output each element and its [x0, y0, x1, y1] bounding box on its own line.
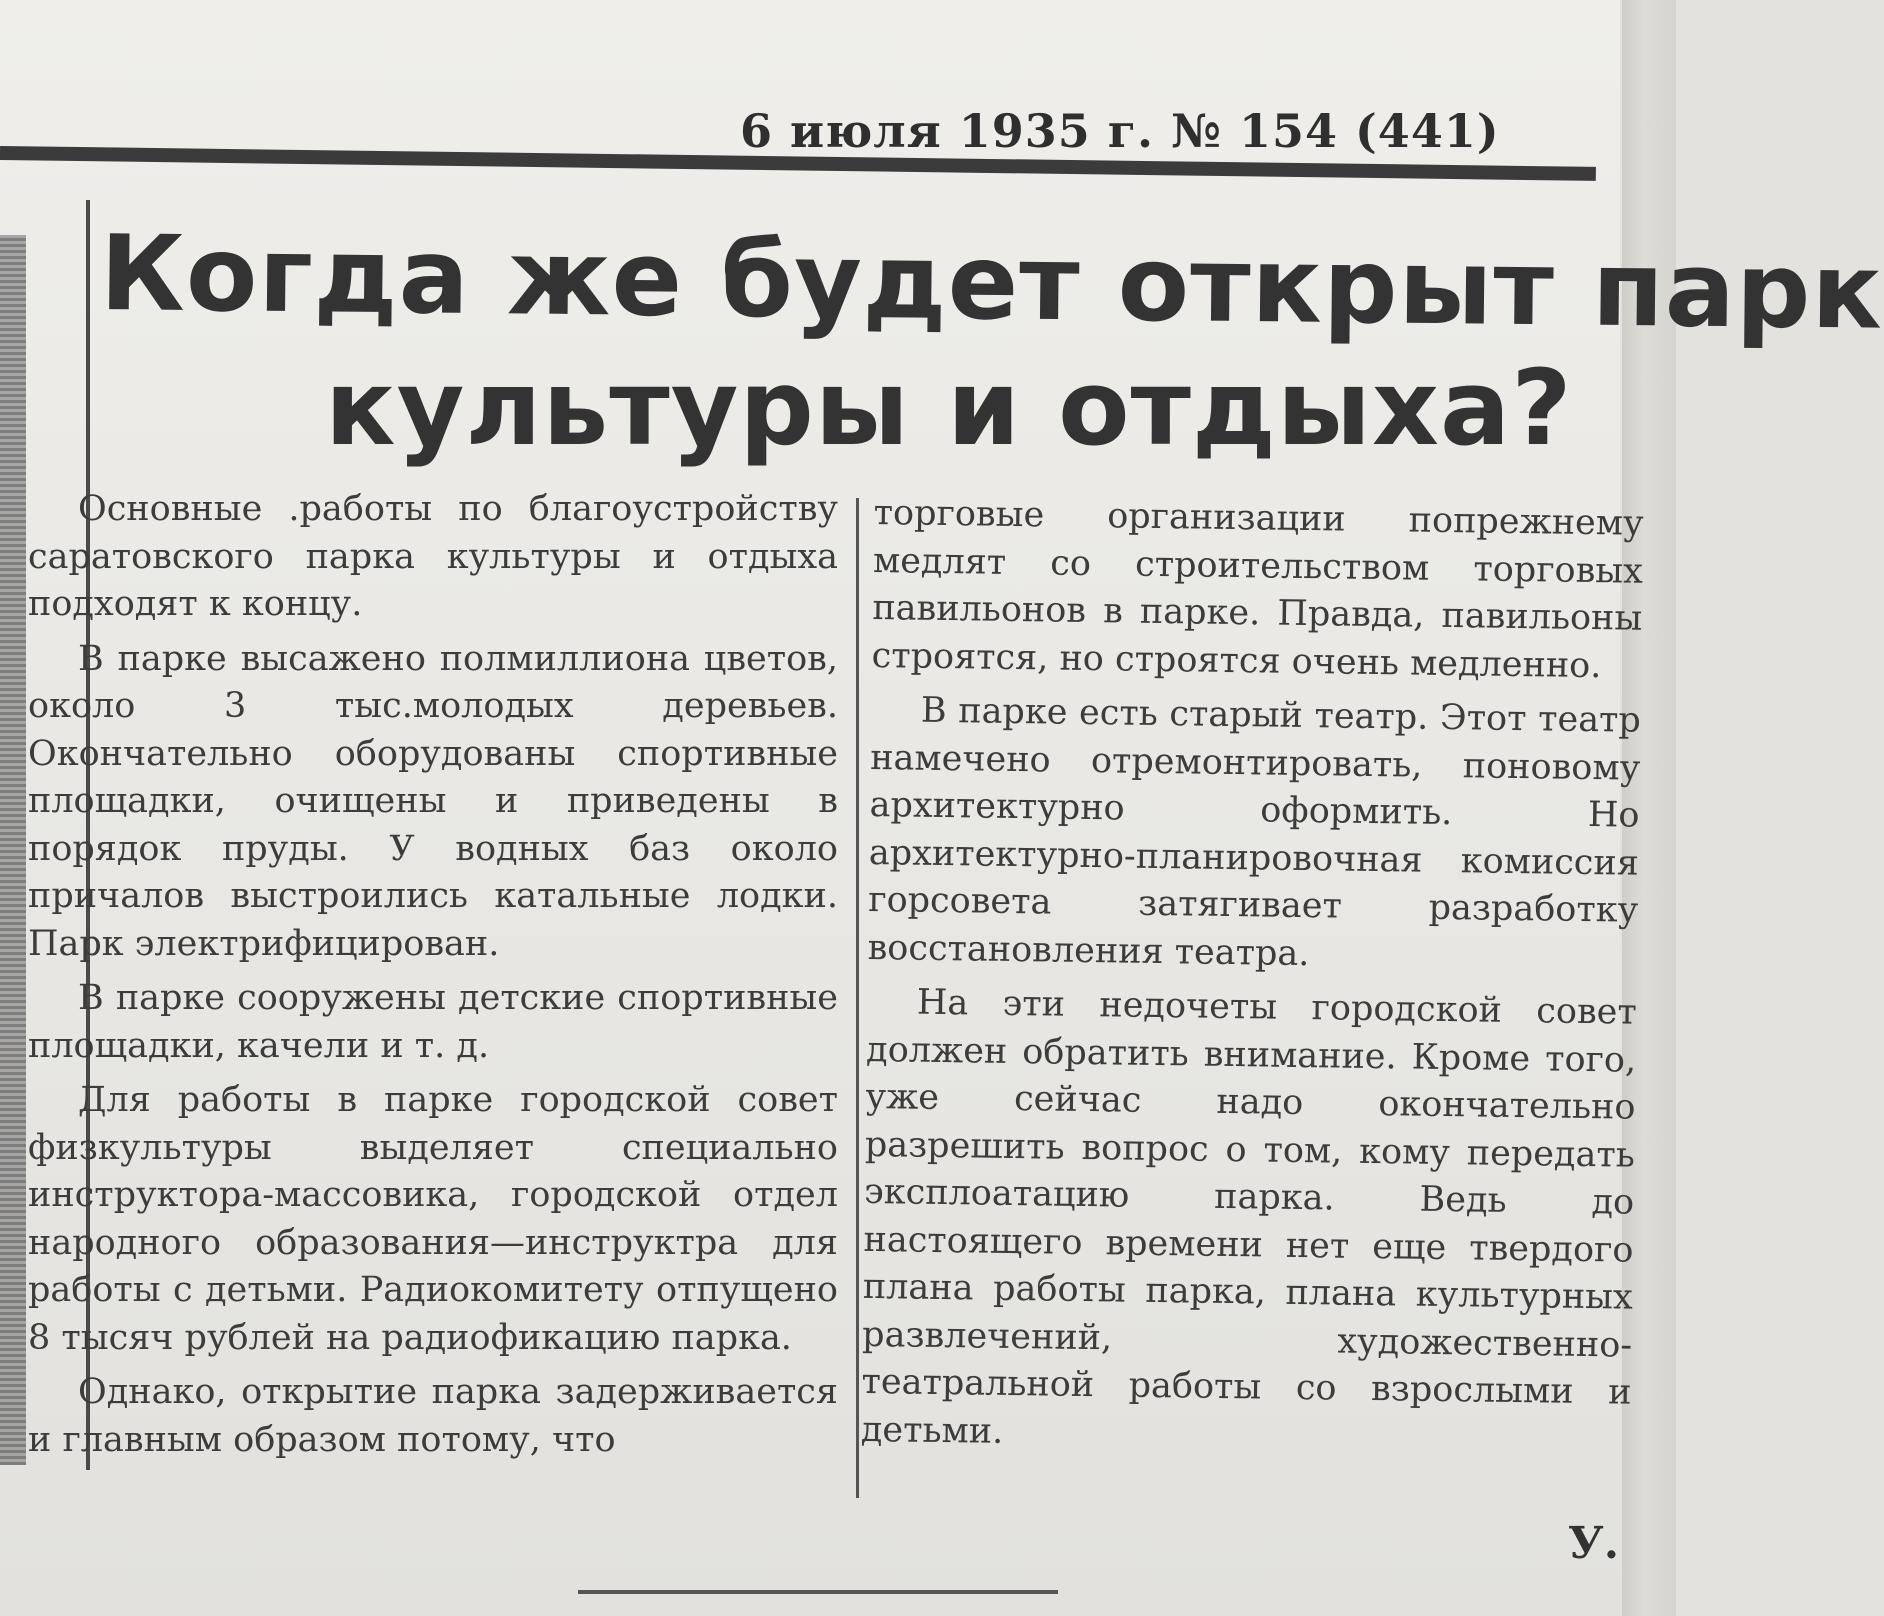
article-column-left: [28, 486, 838, 1471]
paragraph: Однако, открытие парка задерживается и главным образом потому, что: [28, 1372, 838, 1460]
article-headline: [99, 212, 1884, 487]
paragraph: На эти недочеты городской совет должен обратить внимание. Кроме того, уже сейчас надо окончательно разрешить вопрос о том, кому передать эксплоатацию парка. Ведь до настоящего времени нет еще твердого плана работы парка, плана культурных развлечений, художественно-театральной работы со взрослыми и детьми.: [860, 982, 1638, 1452]
paragraph: Основные .работы по благоустройству саратовского парка культуры и отдыха подходят к концу.: [28, 489, 838, 624]
middle-column-rule: [856, 498, 859, 1498]
paragraph: В парке сооружены детские спортивные площадки, качели и т. д.: [28, 978, 838, 1066]
headline-line-2: культуры и отдыха?: [325, 347, 1573, 469]
article-column-right: [860, 490, 1643, 1472]
bottom-rule: [578, 1590, 1058, 1594]
paragraph: Для работы в парке городской совет физкультуры выделяет специально инструктора-массовика, городской отдел народного образования—инструктра для работы с детьми. Радиокомитету отпущено 8 тысяч рублей на радиофикацию парка.: [28, 1080, 838, 1358]
adjacent-column-strip: [0, 235, 26, 1465]
author-signature: У.: [1568, 1518, 1620, 1569]
paragraph: В парке есть старый театр. Этот театр намечено отремонтировать, поновому архитектурно оформить. Но архитектурно-планировочная комиссия горсовета затягивает разработку восстановления театра.: [867, 690, 1642, 974]
issue-dateline: 6 июля 1935 г. № 154 (441): [740, 104, 1500, 158]
paragraph: торговые организации попрежнему медлят со строительством торговых павильонов в парке. Правда, павильоны строятся, но строятся очень медленно.: [871, 492, 1644, 686]
paragraph: В парке высажено полмиллиона цветов, около 3 тыс.молодых деревьев. Окончательно оборудованы спортивные площадки, очищены и приведены в порядок пруды. У водных баз около причалов выстроились катальные лодки. Парк электрифицирован.: [28, 638, 838, 964]
headline-line-1: Когда же будет открыт парк: [99, 212, 1884, 353]
